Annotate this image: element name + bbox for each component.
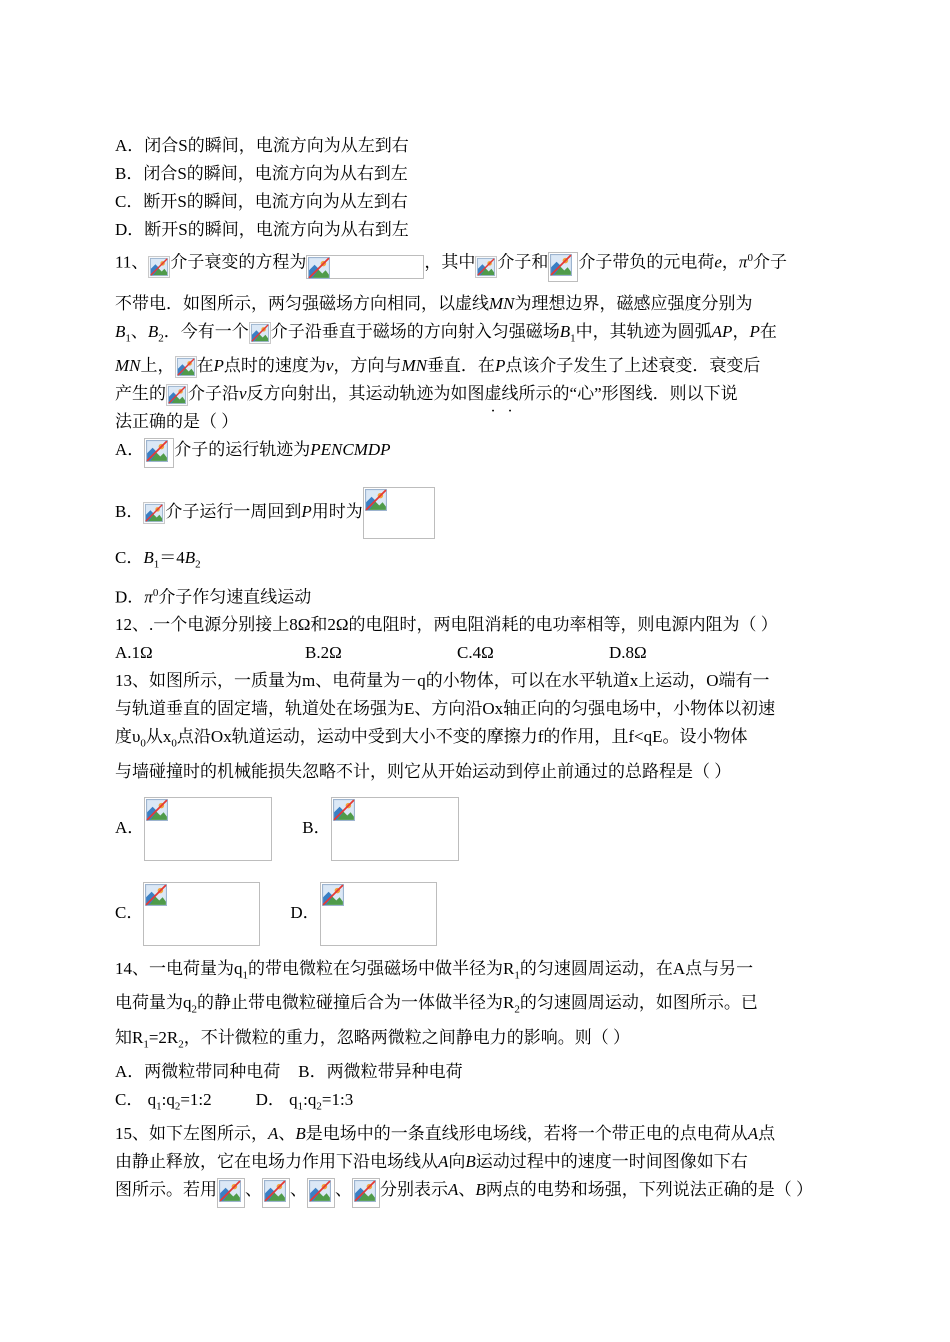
q11-option-d: D．$\pi^0$介子作匀速直线运动 [115, 586, 312, 607]
q12-option-c: C.4Ω [457, 643, 494, 663]
q14-option-c: C． $q_1:q_2=1:2$ [115, 1090, 212, 1113]
document-page [115, 132, 850, 1210]
q14-option-d: D． $q_1:q_2=1:3$ [255, 1090, 354, 1113]
q14-option-b: B．两微粒带异种电荷 [298, 1062, 463, 1081]
formula-image [144, 797, 272, 861]
broken-image-icon [249, 322, 271, 344]
formula-image [363, 487, 435, 539]
q15-line-1: 15、如下左图所示，A、B是电场中的一条直线形电场线，若将一个带正电的点电荷从A点 [115, 1124, 776, 1144]
q13-line-3: 度$\upsilon_0$从$x_0$点沿Ox轨道运动，运动中受到大小不变的摩擦力f的作用，且f<qE。设小物体 [115, 727, 748, 750]
broken-image-icon [475, 256, 497, 278]
q13-line-1: 13、如图所示，一质量为m、电荷量为－q的小物体，可以在水平轨道x上运动，O端有一 [115, 671, 770, 691]
q12-option-a: A.1Ω [115, 643, 153, 663]
formula-image [307, 1178, 335, 1208]
q14-line-1: 14、一电荷量为$q_1$的带电微粒在匀强磁场中做半径为$R_1$的匀速圆周运动，在A点与另一 [115, 958, 754, 982]
formula-image [306, 255, 424, 279]
q11-option-c: C．$B_1=4B_2$ [115, 548, 201, 571]
q13-line-4: 与墙碰撞时的机械能损失忽略不计，则它从开始运动到停止前通过的总路程是（ ） [115, 761, 732, 781]
broken-image-icon [175, 356, 197, 378]
q10-option-b: B．闭合S的瞬间，电流方向为从右到左 [115, 164, 408, 183]
q12-option-b: B.2Ω [305, 643, 342, 663]
formula-image [143, 882, 260, 946]
q14-options-ab [115, 1058, 850, 1086]
formula-image [217, 1178, 245, 1208]
q13-line-2: 与轨道垂直的固定墙，轨道处在场强为E、方向沿Ox轴正向的匀强电场中，小物体以初速 [115, 699, 776, 719]
q15-line-2: 由静止释放，它在电场力作用下沿电场线从A向B运动过程中的速度一时间图像如下右 [115, 1152, 748, 1172]
q12-options [115, 639, 850, 667]
formula-image [262, 1178, 290, 1208]
broken-image-icon [166, 384, 188, 406]
formula-image [548, 252, 578, 282]
formula-image [320, 882, 437, 946]
q14-line-3: 知$R_1=2R_2$，不计微粒的重力，忽略两微粒之间静电力的影响。则（ ） [115, 1027, 631, 1050]
formula-image [144, 438, 174, 468]
q11-line-5: 产生的 介子沿v反方向射出，其运动轨迹为如图虚线所示的“心”形图线．则以下说 [115, 380, 850, 408]
q13-options-row-1: A． B． [115, 796, 850, 860]
formula-image [352, 1178, 380, 1208]
q14-options-cd [115, 1086, 850, 1120]
q10-option-c: C．断开S的瞬间，电流方向为从左到右 [115, 192, 408, 211]
broken-image-icon [148, 256, 170, 278]
q10-option-d: D．断开S的瞬间，电流方向为从右到左 [115, 220, 409, 239]
q12-option-d: D.8Ω [609, 643, 647, 663]
q11-line-3: $B_1$、$B_2$．今有一个 介子沿垂直于磁场的方向射入匀强磁场$B_1$中，其轨迹为圆弧AP，P在 [115, 322, 777, 345]
q14-option-a: A．两微粒带同种电荷 [115, 1062, 281, 1081]
q11-line-2: 不带电．如图所示，两匀强磁场方向相同，以虚线MN为理想边界，磁感应强度分别为 [115, 294, 753, 313]
q13-options-row-2: C． D． [115, 881, 850, 945]
q14-line-2: 电荷量为$q_2$的静止带电微粒碰撞后合为一体做半径为$R_2$的匀速圆周运动，如图所示。已 [115, 993, 758, 1016]
formula-image [331, 797, 459, 861]
q11-option-b: B． 介子运行一周回到P用时为 [115, 484, 850, 540]
broken-image-icon [143, 502, 165, 524]
q12-stem: 12、.一个电源分别接上8Ω和2Ω的电阻时，两电阻消耗的电功率相等，则电源内阻为（ ） [115, 615, 778, 635]
q11-option-a: A． 介子的运行轨迹为PENCMDP [115, 436, 850, 482]
q11-line-1: 11、 介子衰变的方程为 ，其中 介子和 介子带负的元电荷e，$\pi^0$介子 [115, 244, 850, 280]
q11-line-4: MN上， 在P点时的速度为v，方向与MN垂直．在P点该介子发生了上述衰变．衰变后 [115, 352, 850, 380]
q10-option-a: A．闭合S的瞬间，电流方向为从左到右 [115, 136, 409, 155]
q11-line-6: 法正确的是（ ） [115, 412, 239, 432]
q15-line-3: 图所示。若用 、 、 、 分别表示A、B两点的电势和场强，下列说法正确的是（ ） [115, 1176, 850, 1210]
